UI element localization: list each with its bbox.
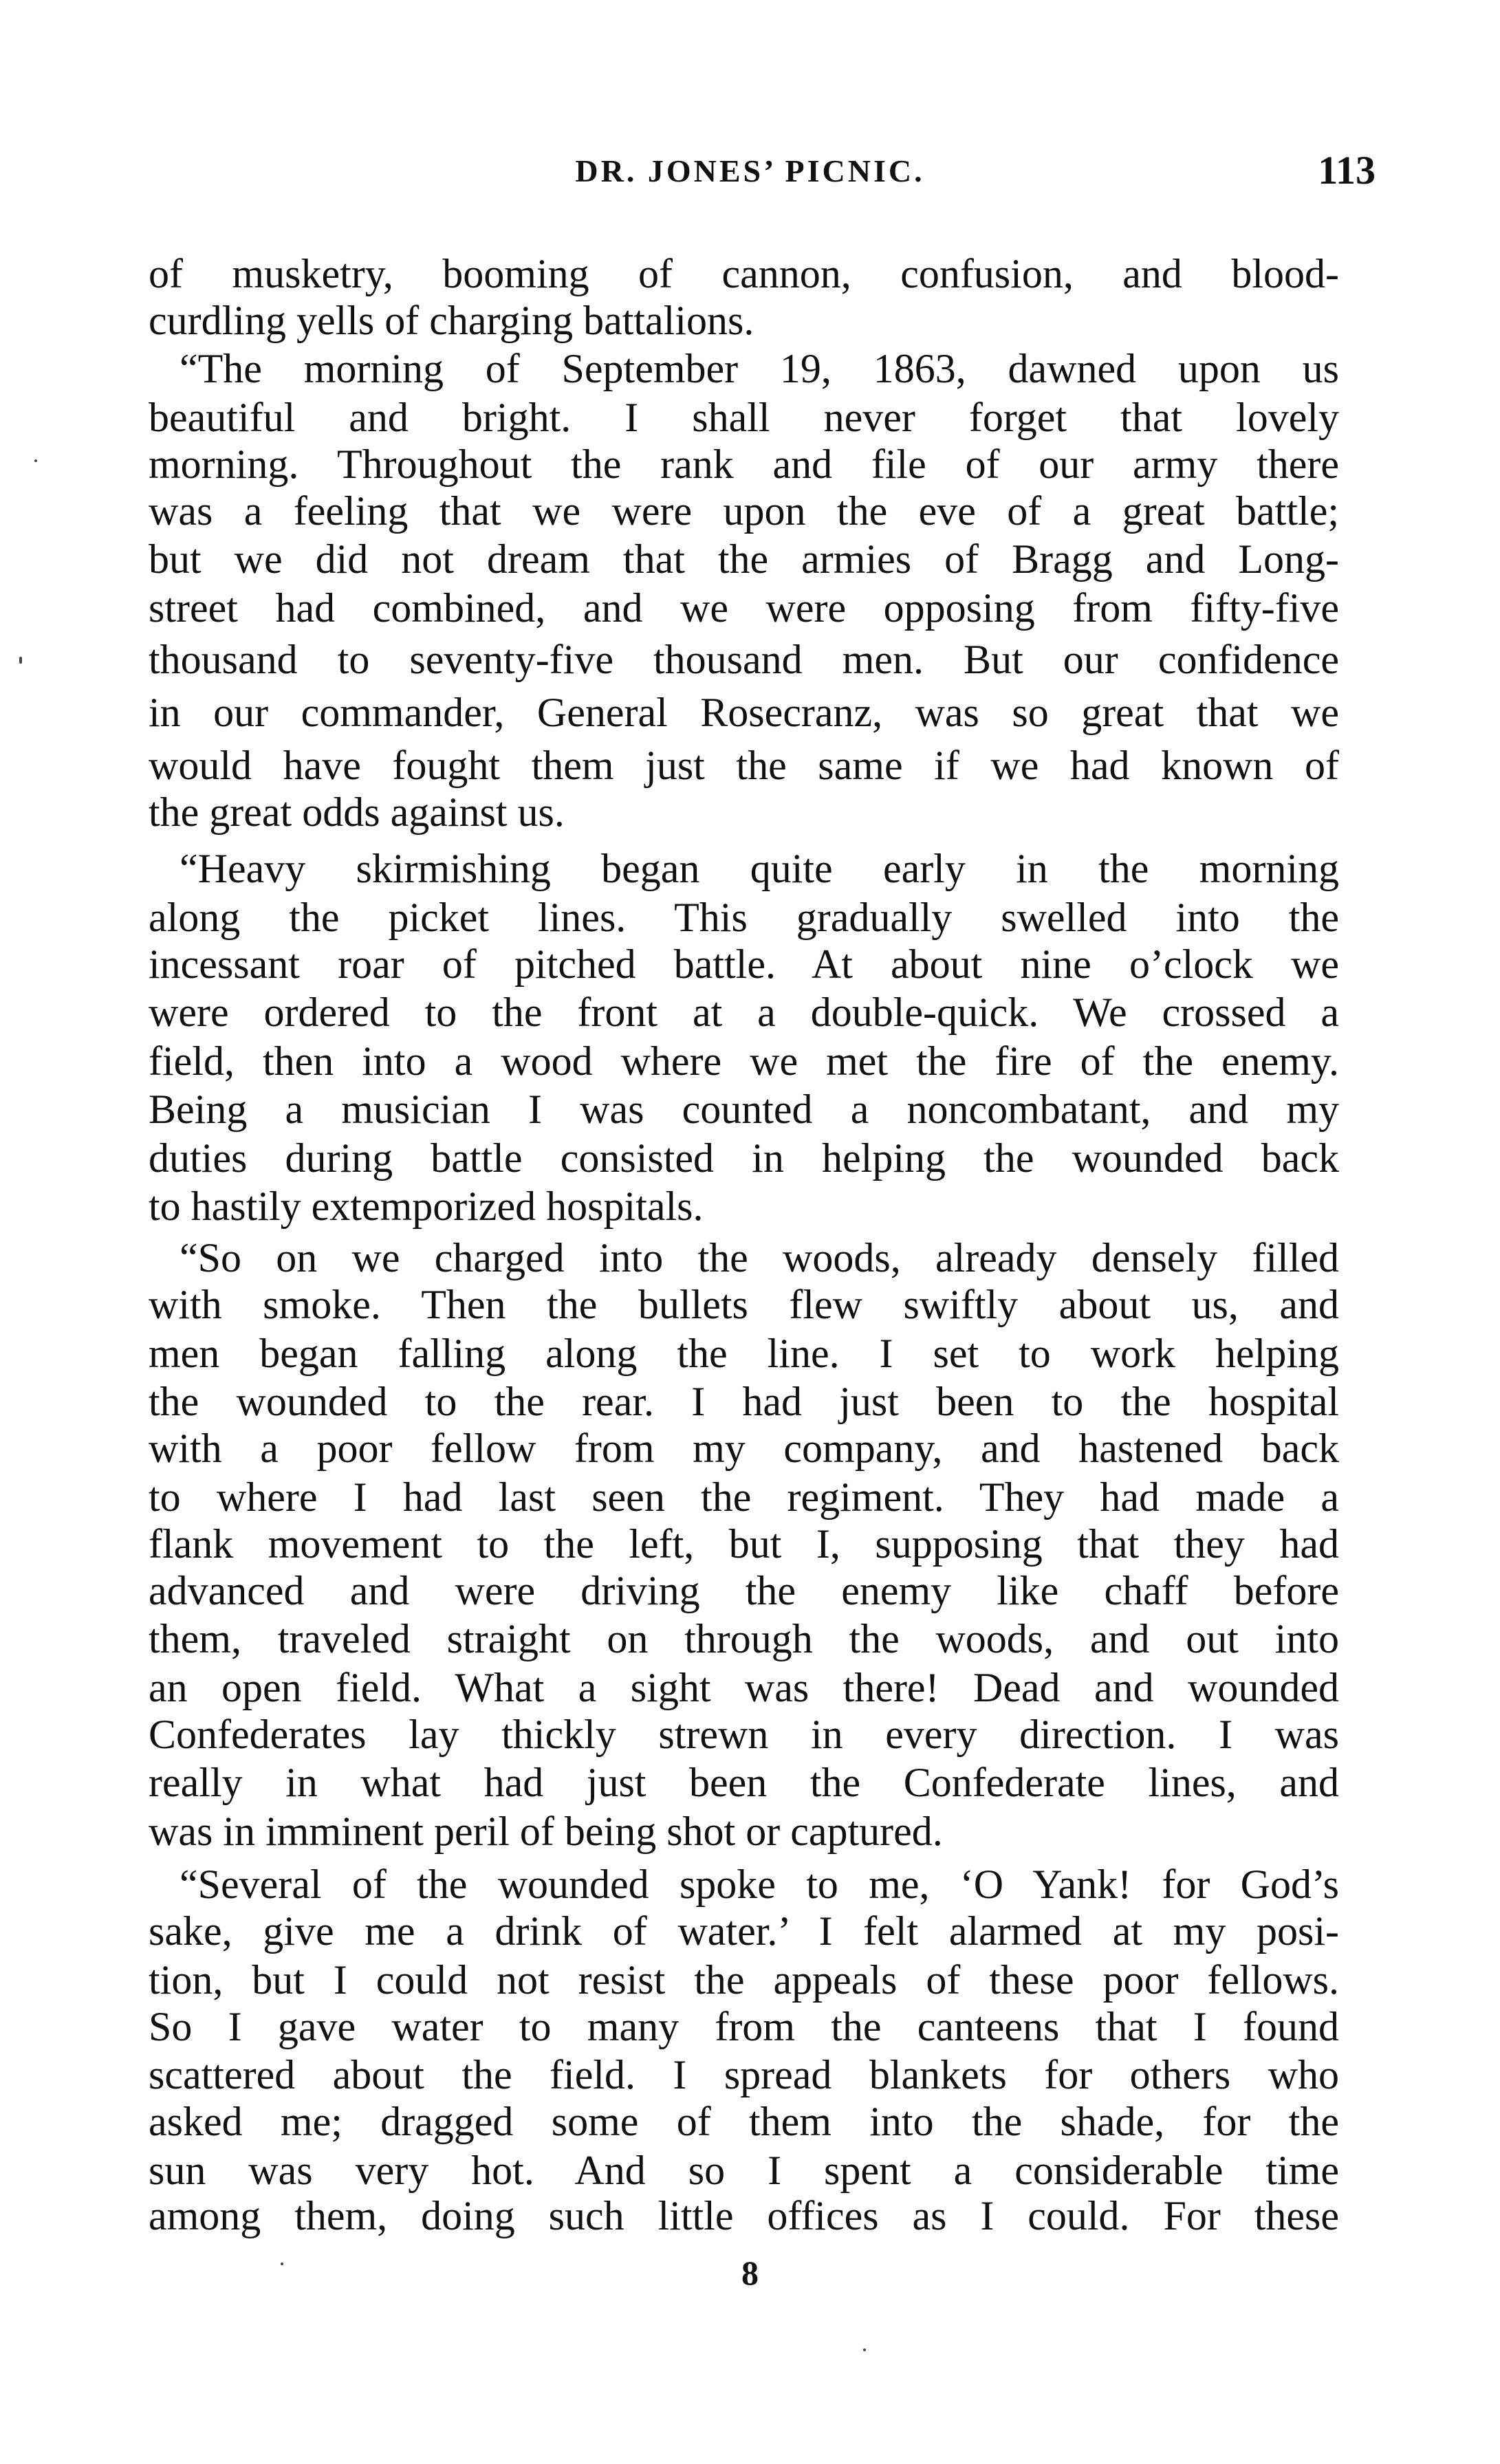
text-line: Being a musician I was counted a noncombatant, and my [149,1087,1339,1132]
text-line: to where I had last seen the regiment. They had made a [149,1474,1339,1520]
text-line: was in imminent peril of being shot or captured. [149,1809,943,1854]
text-line: an open field. What a sight was there! Dead and wounded [149,1665,1339,1710]
text-line: but we did not dream that the armies of Bragg and Long- [149,536,1339,582]
text-line: among them, doing such little offices as I could. For these [149,2193,1339,2238]
paragraph-first-line: “The morning of September 19, 1863, dawned upon us [180,346,1339,391]
text-line: in our commander, General Rosecranz, was so great that we [149,690,1339,735]
text-line: morning. Throughout the rank and file of our army there [149,441,1339,487]
text-line: the wounded to the rear. I had just been to the hospital [149,1379,1339,1424]
text-line: flank movement to the left, but I, supposing that they had [149,1521,1339,1567]
text-line: advanced and were driving the enemy like chaff before [149,1568,1339,1613]
text-line: Confederates lay thickly strewn in every direction. I was [149,1712,1339,1757]
scan-speck [34,459,37,462]
text-line: was a feeling that we were upon the eve of a great battle; [149,488,1339,534]
page-number: 113 [1318,148,1376,193]
text-line: men began falling along the line. I set to work helping [149,1331,1339,1376]
text-line: asked me; dragged some of them into the shade, for the [149,2099,1339,2144]
scan-speck [19,657,22,664]
paragraph-first-line: “Heavy skirmishing began quite early in the morning [180,846,1339,891]
text-line: would have fought them just the same if we had known of [149,743,1339,788]
paragraph-first-line: “So on we charged into the woods, already densely filled [180,1235,1339,1280]
text-line: sake, give me a drink of water.’ I felt alarmed at my posi- [149,1908,1339,1954]
signature-mark: 8 [741,2254,759,2292]
text-line: scattered about the field. I spread blankets for others who [149,2052,1339,2097]
text-line: were ordered to the front at a double-quick. We crossed a [149,990,1339,1035]
text-line: sun was very hot. And so I spent a considerable time [149,2148,1339,2193]
text-line: beautiful and bright. I shall never forget that lovely [149,395,1339,440]
text-line: of musketry, booming of cannon, confusion, and blood- [149,251,1339,296]
text-line: curdling yells of charging battalions. [149,298,754,343]
text-line: field, then into a wood where we met the fire of the enemy. [149,1038,1339,1084]
text-line: the great odds against us. [149,789,565,835]
text-line: street had combined, and we were opposing from fifty-five [149,585,1339,631]
paragraph-first-line: “Several of the wounded spoke to me, ‘O Yank! for God’s [180,1862,1339,1907]
text-line: to hastily extemporized hospitals. [149,1184,704,1229]
text-line: tion, but I could not resist the appeals of these poor fellows. [149,1957,1339,2003]
text-line: So I gave water to many from the canteens that I found [149,2004,1339,2049]
text-line: duties during battle consisted in helping the wounded back [149,1135,1339,1181]
running-head-title: DR. JONES’ PICNIC. [575,153,925,188]
text-line: incessant roar of pitched battle. At about nine o’clock we [149,941,1339,987]
text-line: along the picket lines. This gradually swelled into the [149,895,1339,940]
text-line: really in what had just been the Confederate lines, and [149,1760,1339,1805]
text-line: thousand to seventy-five thousand men. But our confidence [149,637,1339,682]
scan-speck [281,2263,283,2265]
scan-speck [863,2348,866,2351]
text-line: them, traveled straight on through the woods, and out into [149,1616,1339,1661]
text-line: with smoke. Then the bullets flew swiftly about us, and [149,1282,1339,1327]
text-line: with a poor fellow from my company, and hastened back [149,1426,1339,1471]
